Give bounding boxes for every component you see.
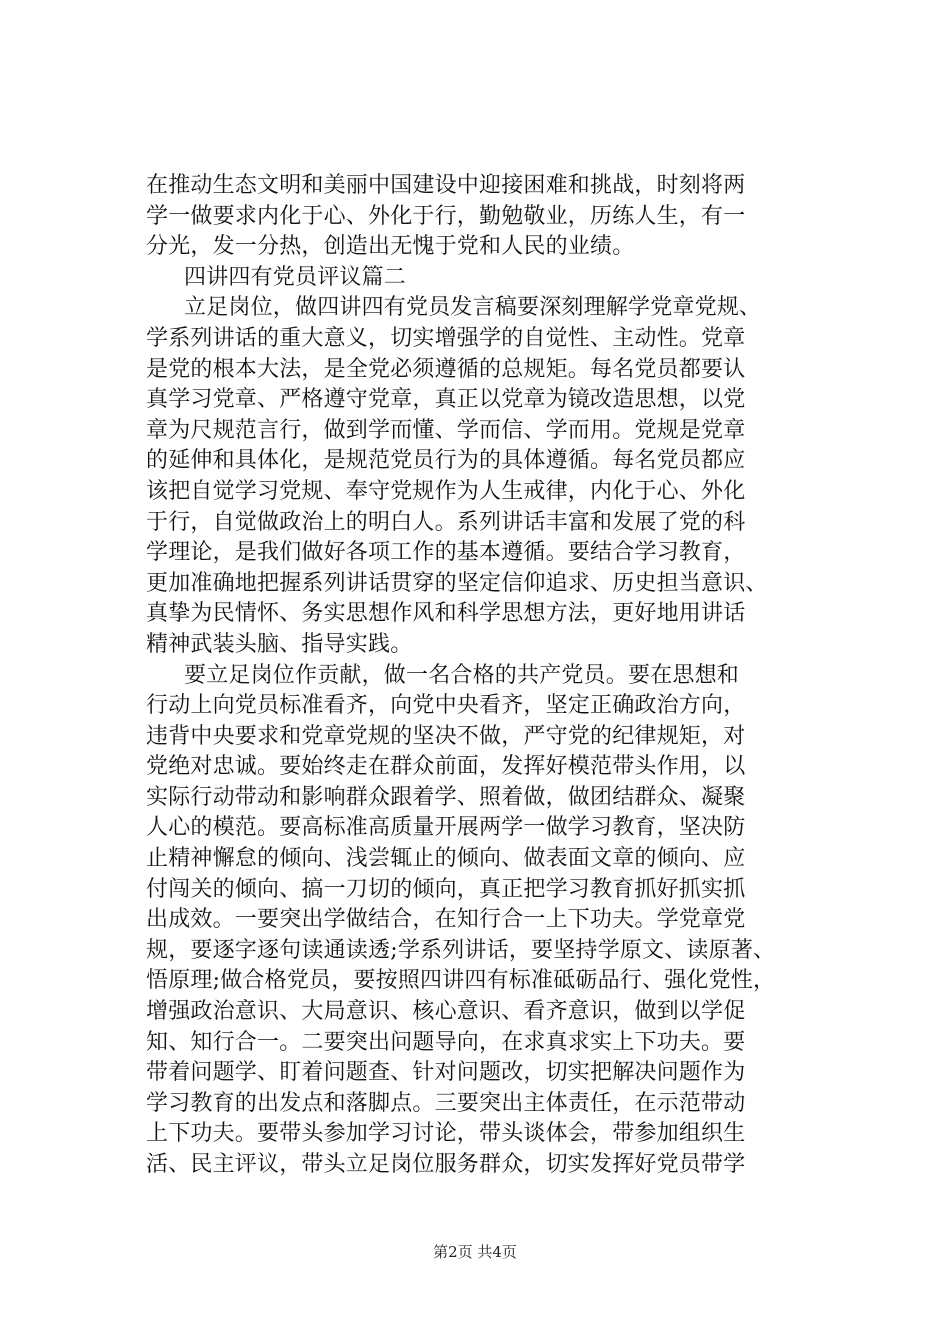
text-line: 立足岗位，做四讲四有党员发言稿要深刻理解学党章党规、 [184,295,762,321]
text-line: 人心的模范。要高标准高质量开展两学一做学习教育，坚决防 [146,815,746,841]
text-line: 规，要逐字逐句读通读透;学系列讲话，要坚持学原文、读原著、 [146,937,776,963]
text-line: 学系列讲话的重大意义，切实增强学的自觉性、主动性。党章 [146,325,746,351]
text-line: 真挚为民情怀、务实思想作风和科学思想方法，更好地用讲话 [146,601,746,627]
text-line: 行动上向党员标准看齐，向党中央看齐，坚定正确政治方向， [146,693,746,719]
text-line: 付闯关的倾向、搞一刀切的倾向，真正把学习教育抓好抓实抓 [146,876,746,902]
text-line: 在推动生态文明和美丽中国建设中迎接困难和挑战，时刻将两 [146,173,746,198]
text-line: 增强政治意识、大局意识、核心意识、看齐意识，做到以学促 [146,999,746,1025]
text-line: 上下功夫。要带头参加学习讨论，带头谈体会，带参加组织生 [146,1121,746,1147]
text-line: 悟原理;做合格党员，要按照四讲四有标准砥砺品行、强化党性， [146,968,776,994]
text-line: 知、知行合一。二要突出问题导向，在求真求实上下功夫。要 [146,1029,746,1055]
text-line: 更加准确地把握系列讲话贯穿的坚定信仰追求、历史担当意识、 [146,570,768,596]
text-line: 该把自觉学习党规、奉守党规作为人生戒律，内化于心、外化 [146,478,746,504]
text-line: 章为尺规范言行，做到学而懂、学而信、学而用。党规是党章 [146,417,746,443]
text-line: 分光，发一分热，创造出无愧于党和人民的业绩。 [146,234,635,260]
paragraph-study [146,293,830,660]
section-heading [146,263,830,294]
text-line: 党绝对忠诚。要始终走在群众前面，发挥好模范带头作用，以 [146,754,746,780]
paragraph-contribution [146,661,830,1181]
text-line: 违背中央要求和党章党规的坚决不做，严守党的纪律规矩，对 [146,723,746,749]
text-line: 精神武装头脑、指导实践。 [146,631,413,657]
text-line: 带着问题学、盯着问题查、针对问题改，切实把解决问题作为 [146,1060,746,1086]
text-line: 学理论，是我们做好各项工作的基本遵循。要结合学习教育， [146,540,746,566]
text-line: 学一做要求内化于心、外化于行，勤勉敬业，历练人生，有一 [146,203,746,229]
text-line: 要立足岗位作贡献，做一名合格的共产党员。要在思想和 [184,662,740,688]
text-line: 四讲四有党员评议篇二 [184,264,407,290]
text-line: 的延伸和具体化，是规范党员行为的具体遵循。每名党员都应 [146,448,746,474]
text-line: 出成效。一要突出学做结合，在知行合一上下功夫。学党章党 [146,907,746,933]
text-line: 实际行动带动和影响群众跟着学、照着做，做团结群众、凝聚 [146,784,746,810]
text-line: 学习教育的出发点和落脚点。三要突出主体责任，在示范带动 [146,1090,746,1116]
text-line: 真学习党章、严格遵守党章，真正以党章为镜改造思想，以党 [146,387,746,413]
text-line: 是党的根本大法，是全党必须遵循的总规矩。每名党员都要认 [146,356,746,382]
text-line: 止精神懈怠的倾向、浅尝辄止的倾向、做表面文章的倾向、应 [146,846,746,872]
document-body [146,171,830,1181]
page-footer: 第2页 共4页 [433,1243,517,1261]
paragraph-continuation [146,171,830,263]
text-line: 于行，自觉做政治上的明白人。系列讲话丰富和发展了党的科 [146,509,746,535]
text-line: 活、民主评议，带头立足岗位服务群众，切实发挥好党员带学 [146,1152,746,1177]
